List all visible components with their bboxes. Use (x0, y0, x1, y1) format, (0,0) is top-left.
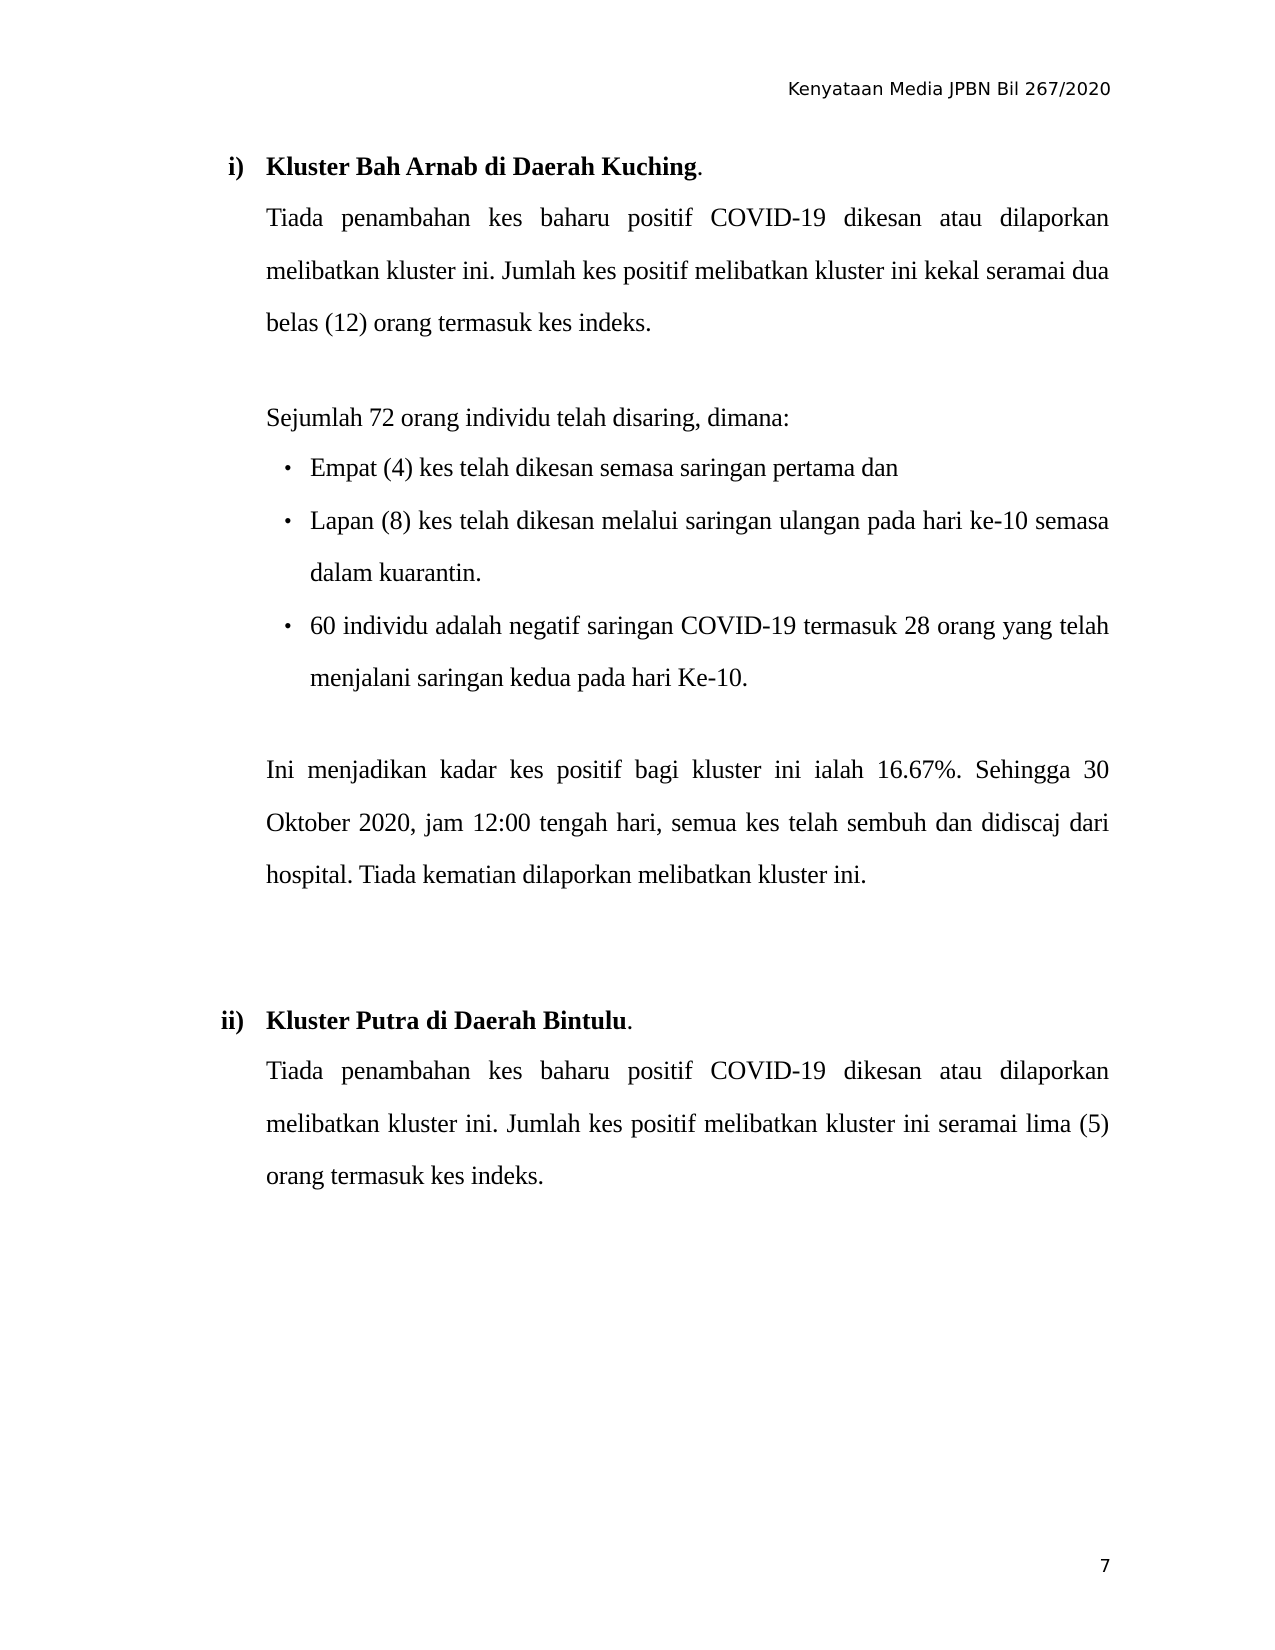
conclusion-paragraph: Ini menjadikan kadar kes positif bagi kluster ini ialah 16.67%. Sehingga 30 Oktober 2020, jam 12:00 tengah hari, semua kes telah sembuh dan didiscaj dari hospital. Tiada kematian dilaporkan melibatkan kluster ini. (266, 755, 1109, 889)
section-paragraph: Tiada penambahan kes baharu positif COVID-19 dikesan atau dilaporkan melibatkan kluster ini. Jumlah kes positif melibatkan kluster ini kekal seramai dua belas (12) orang termasuk kes indeks. (266, 203, 1109, 337)
section-marker: i) (228, 152, 244, 181)
section-marker: ii) (220, 1006, 244, 1035)
bullet-icon: • (284, 507, 292, 533)
bullet-text: 60 individu adalah negatif saringan COVID-19 termasuk 28 orang yang telah menjalani saringan kedua pada hari Ke-10. (310, 610, 1109, 692)
section-heading-suffix: . (696, 152, 704, 181)
bullet-icon: • (284, 612, 292, 638)
bullet-text: Empat (4) kes telah dikesan semasa saringan pertama dan (310, 453, 899, 482)
section-paragraph: Tiada penambahan kes baharu positif COVID-19 dikesan atau dilaporkan melibatkan kluster ini. Jumlah kes positif melibatkan kluster ini seramai lima (5) orang termasuk kes indeks. (266, 1056, 1109, 1190)
list-item (266, 495, 1109, 600)
bullet-text: Lapan (8) kes telah dikesan melalui saringan ulangan pada hari ke-10 semasa dalam kuarantin. (310, 505, 1109, 587)
page-header-title: Kenyataan Media JPBN Bil 267/2020 (787, 79, 1111, 100)
section-heading-text: Kluster Putra di Daerah Bintulu (266, 1006, 627, 1035)
bullet-icon: • (284, 455, 292, 480)
section-heading-text: Kluster Bah Arnab di Daerah Kuching (266, 152, 697, 181)
section-heading (266, 1006, 633, 1036)
screening-bullet-list (266, 442, 1109, 705)
list-item (266, 442, 1109, 495)
section-heading (266, 152, 703, 182)
list-item (266, 600, 1109, 705)
page-number: 7 (1099, 1556, 1111, 1577)
section-heading-suffix: . (626, 1006, 634, 1035)
screening-intro: Sejumlah 72 orang individu telah disaring, dimana: (266, 403, 790, 432)
